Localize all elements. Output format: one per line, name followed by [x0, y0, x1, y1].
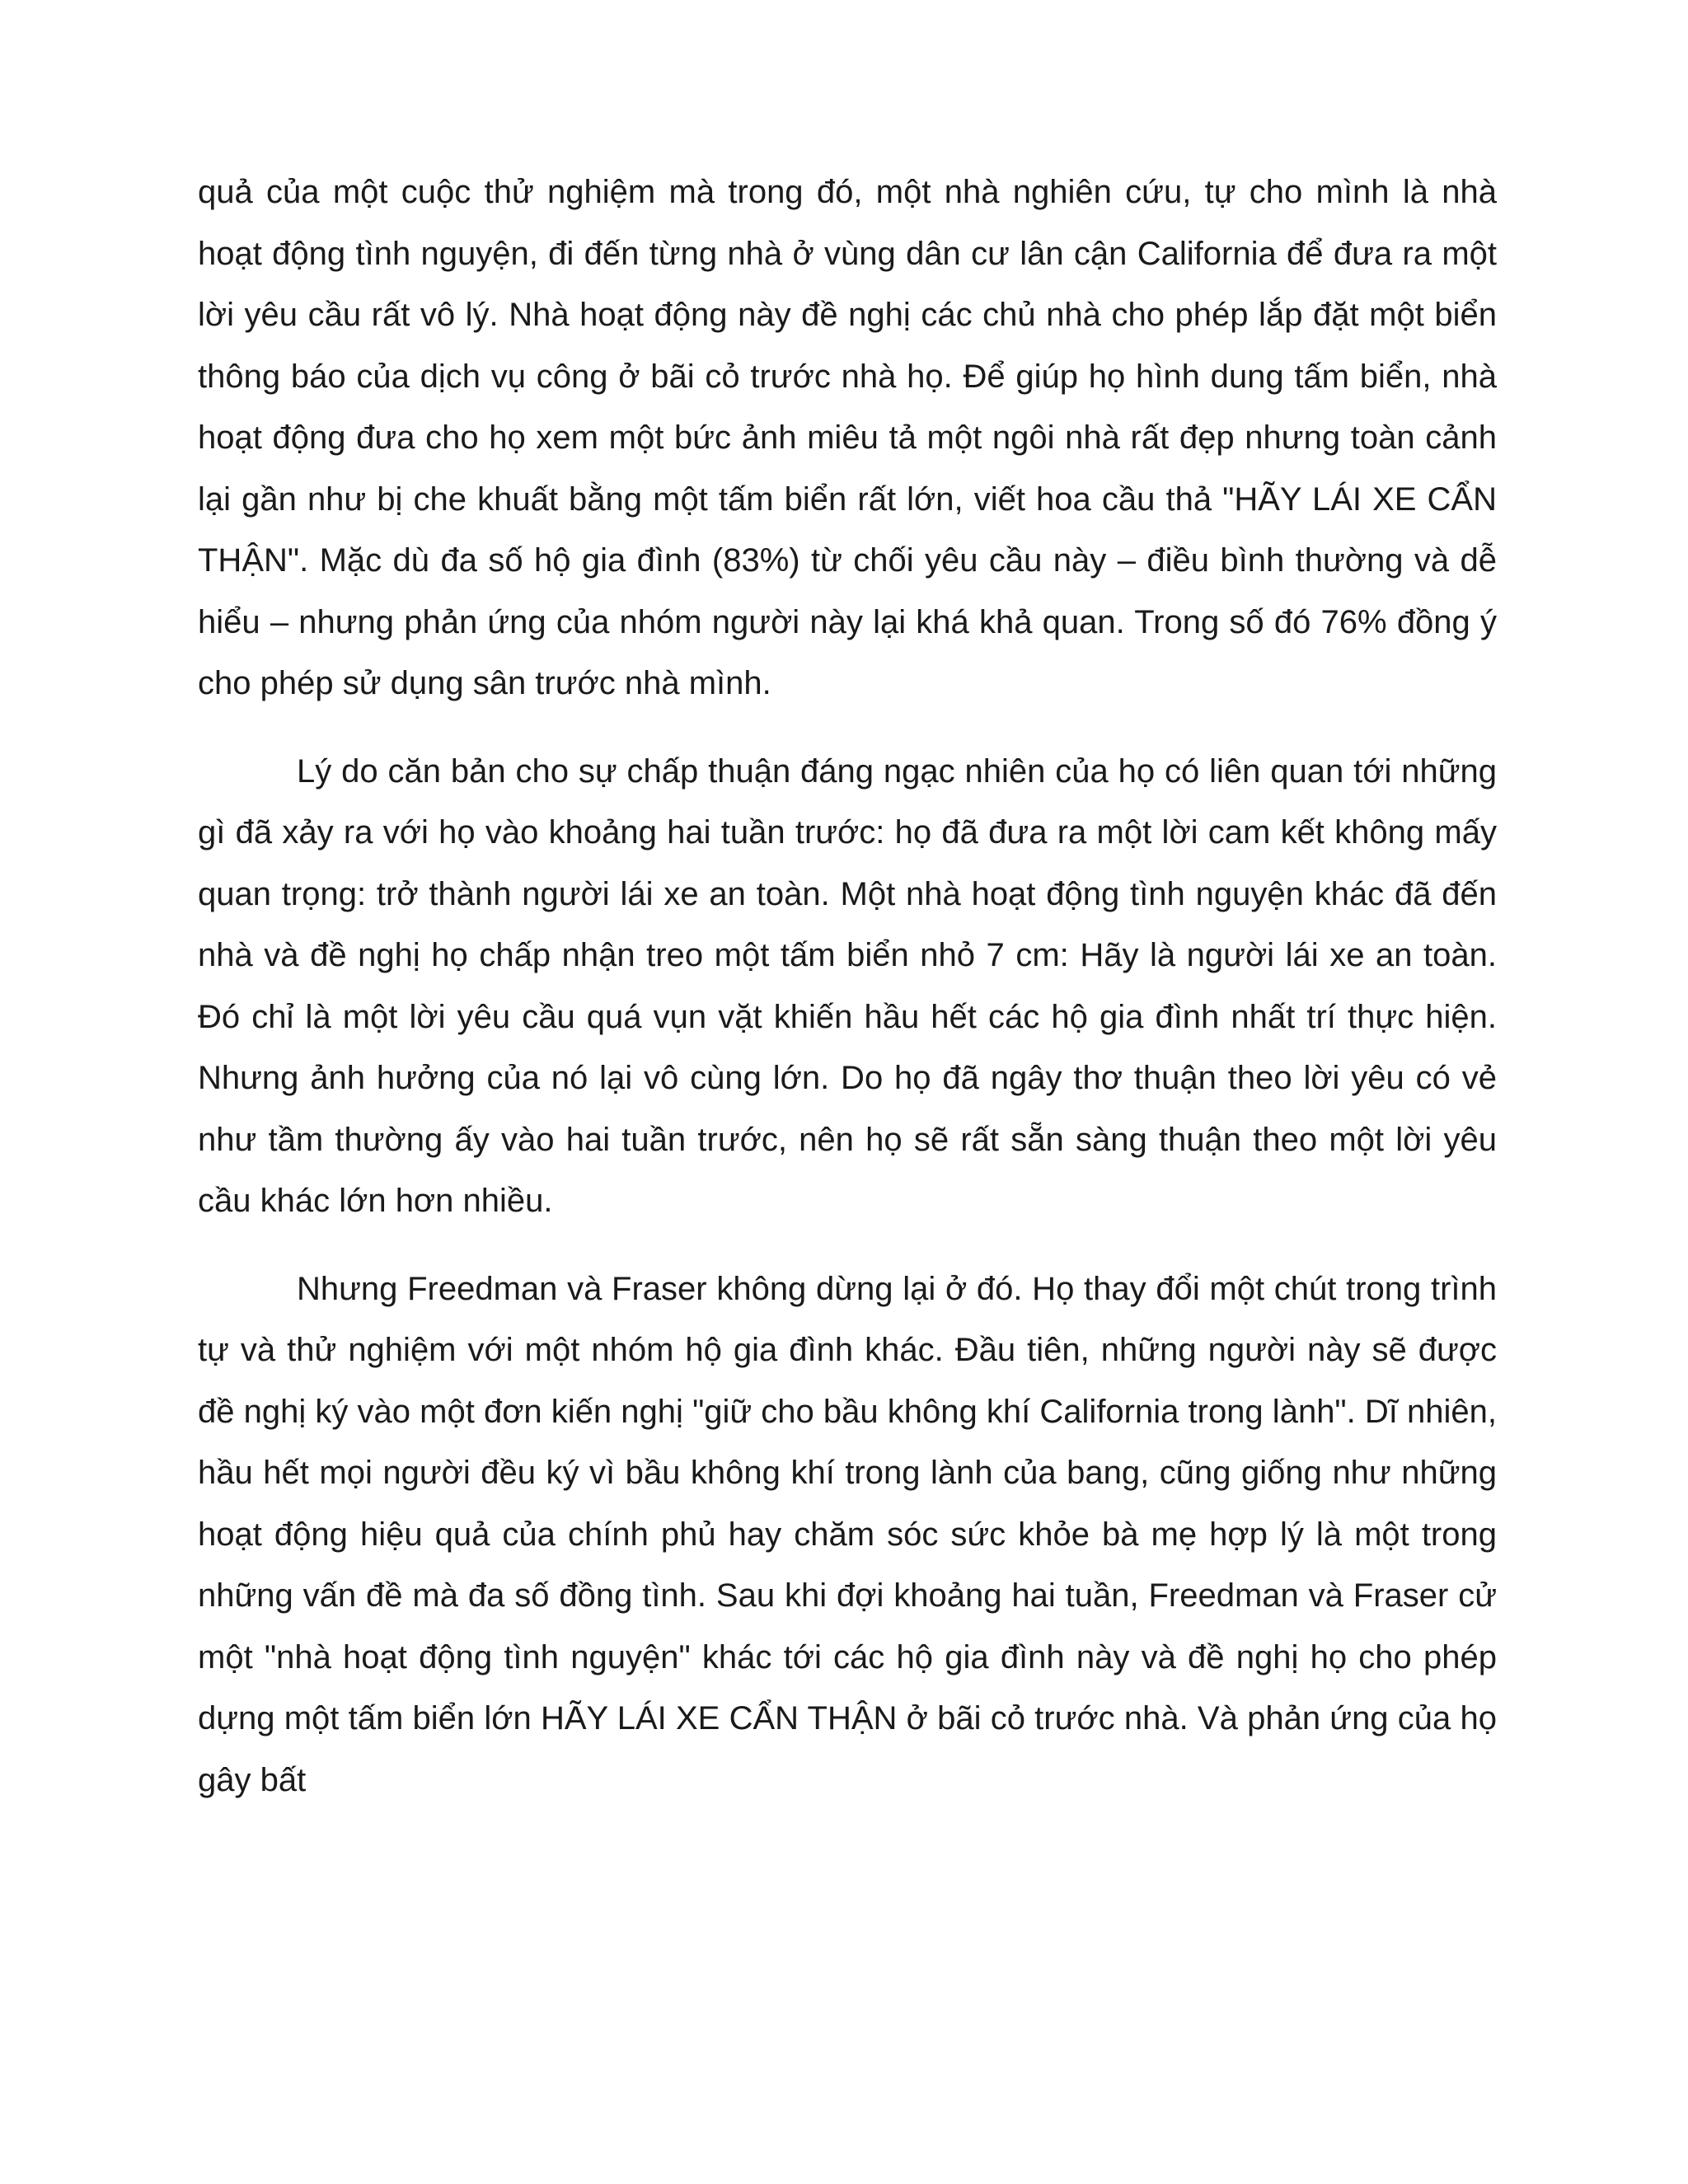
paragraph-spacer — [198, 1232, 1497, 1258]
paragraph-1: quả của một cuộc thử nghiệm mà trong đó, một nhà nghiên cứu, tự cho mình là nhà hoạt động tình nguyện, đi đến từng nhà ở vùng dân cư lân cận California để đưa ra một lời yêu cầu rất vô lý. Nhà hoạt động này đề nghị các chủ nhà cho phép lắp đặt một biển thông báo của dịch vụ công ở bãi cỏ trước nhà họ. Để giúp họ hình dung tấm biển, nhà hoạt động đưa cho họ xem một bức ảnh miêu tả một ngôi nhà rất đẹp nhưng toàn cảnh lại gần như bị che khuất bằng một tấm biển rất lớn, viết hoa cầu thả "HÃY LÁI XE CẨN THẬN". Mặc dù đa số hộ gia đình (83%) từ chối yêu cầu này – điều bình thường và dễ hiểu – nhưng phản ứng của nhóm người này lại khá khả quan. Trong số đó 76% đồng ý cho phép sử dụng sân trước nhà mình. — [198, 174, 1497, 701]
paragraph-2: Lý do căn bản cho sự chấp thuận đáng ngạc nhiên của họ có liên quan tới những gì đã xảy ra với họ vào khoảng hai tuần trước: họ đã đưa ra một lời cam kết không mấy quan trọng: trở thành người lái xe an toàn. Một nhà hoạt động tình nguyện khác đã đến nhà và đề nghị họ chấp nhận treo một tấm biển nhỏ 7 cm: Hãy là người lái xe an toàn. Đó chỉ là một lời yêu cầu quá vụn vặt khiến hầu hết các hộ gia đình nhất trí thực hiện. Nhưng ảnh hưởng của nó lại vô cùng lớn. Do họ đã ngây thơ thuận theo lời yêu có vẻ như tầm thường ấy vào hai tuần trước, nên họ sẽ rất sẵn sàng thuận theo một lời yêu cầu khác lớn hơn nhiều. — [198, 752, 1497, 1219]
document-page — [198, 162, 1497, 1811]
paragraph-3: Nhưng Freedman và Fraser không dừng lại ở đó. Họ thay đổi một chút trong trình tự và thử nghiệm với một nhóm hộ gia đình khác. Đầu tiên, những người này sẽ được đề nghị ký vào một đơn kiến nghị "giữ cho bầu không khí California trong lành". Dĩ nhiên, hầu hết mọi người đều ký vì bầu không khí trong lành của bang, cũng giống như những hoạt động hiệu quả của chính phủ hay chăm sóc sức khỏe bà mẹ hợp lý là một trong những vấn đề mà đa số đồng tình. Sau khi đợi khoảng hai tuần, Freedman và Fraser cử một "nhà hoạt động tình nguyện" khác tới các hộ gia đình này và đề nghị họ cho phép dựng một tấm biển lớn HÃY LÁI XE CẨN THẬN ở bãi cỏ trước nhà. Và phản ứng của họ gây bất — [198, 1270, 1497, 1798]
paragraph-spacer — [198, 715, 1497, 741]
